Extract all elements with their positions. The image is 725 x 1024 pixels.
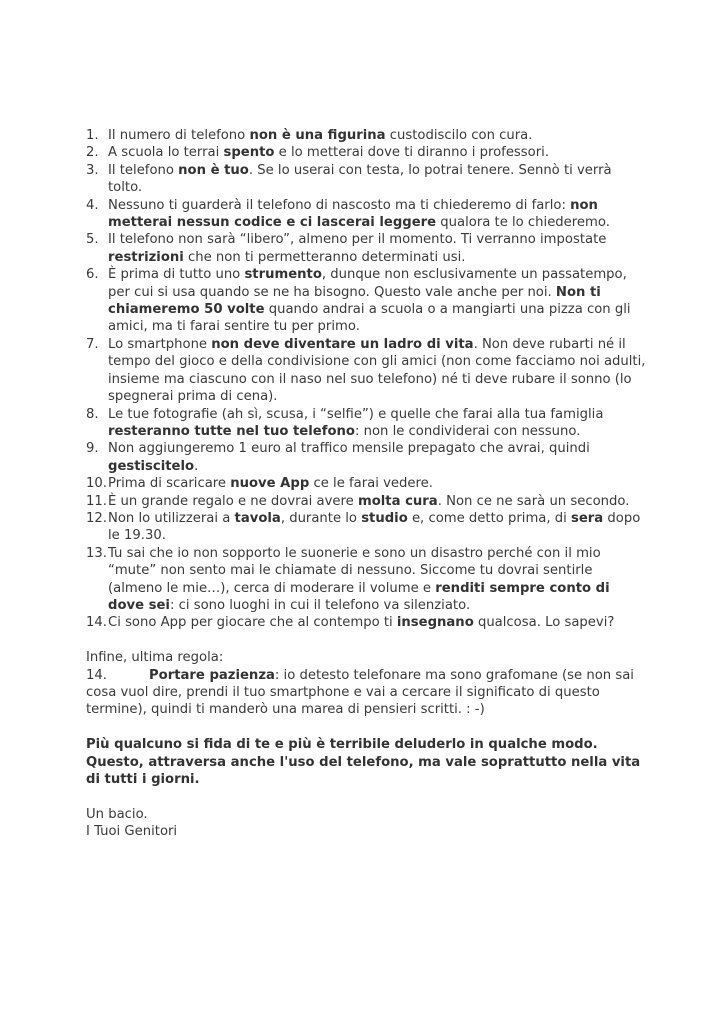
rule-number: 1. — [86, 128, 99, 143]
rule-emphasis: Non ti chiameremo 50 volte — [108, 284, 601, 318]
rule-text: . Se lo userai con testa, lo potrai tenere. Sennò ti verrà tolto. — [108, 162, 612, 196]
rule-number: 14. — [86, 615, 107, 631]
rule-emphasis: renditi sempre conto di dove sei — [108, 580, 610, 613]
rule-item — [86, 127, 646, 144]
rule-number: 9. — [86, 441, 99, 457]
rule-number: 12. — [86, 510, 107, 526]
rule-text: . Non ce ne sarà un secondo. — [437, 493, 630, 509]
rule-emphasis: molta cura — [357, 493, 438, 509]
rule-emphasis: non è tuo — [178, 162, 249, 178]
rule-text: : ci sono luoghi in cui il telefono va silenziato. — [169, 597, 471, 613]
final-intro: Infine, ultima regola: — [86, 650, 224, 666]
rule-item — [86, 197, 646, 232]
rule-item — [86, 475, 646, 492]
rule-text: Lo smartphone — [108, 336, 212, 352]
rule-number: 3. — [86, 162, 99, 178]
rule-number: 8. — [86, 406, 99, 422]
rule-emphasis: restrizioni — [108, 249, 184, 265]
closing-paragraph: Più qualcuno si fida di te e più è terribile deluderlo in qualche modo. Questo, attraversa anche l'uso del telefono, ma vale soprattutto nella vita di tutti i giorni. — [86, 737, 641, 787]
rule-item — [86, 545, 646, 615]
rule-item — [86, 266, 646, 336]
rule-text: Tu sai che io non sopporto le suonerie e sono un disastro perché con il mio “mute” non sento mai le chiamate di nessuno. Siccome tu dovrai sentirle (almeno le mie…), cerca di moderare il volume e — [108, 545, 601, 596]
rule-item — [86, 440, 646, 475]
rule-item — [86, 231, 646, 266]
rule-text: Ci sono App per giocare che al contempo ti — [108, 615, 397, 631]
rule-emphasis: tavola — [234, 510, 281, 526]
rule-text: , dunque non esclusivamente un passatempo, per cui si usa quando se ne ha bisogno. Questo vale anche per noi. — [108, 267, 627, 300]
rule-item — [86, 614, 646, 631]
rule-item — [86, 510, 646, 545]
rule-text: Nessuno ti guarderà il telefono di nascosto ma ti chiederemo di farlo: — [108, 197, 571, 213]
final-rule — [86, 667, 646, 719]
rule-text: custodiscilo con cura. — [385, 128, 533, 143]
rule-number: 5. — [86, 232, 99, 248]
rule-text: e, come detto prima, di — [407, 510, 571, 526]
rule-emphasis: strumento — [244, 267, 322, 283]
rule-text: dopo le 19.30. — [108, 510, 641, 544]
rule-number: 6. — [86, 267, 99, 283]
rule-text: È un grande regalo e ne dovrai avere — [108, 493, 358, 509]
rule-item — [86, 162, 646, 197]
rule-text: ce le farai vedere. — [309, 476, 433, 492]
rule-emphasis: sera — [571, 510, 604, 526]
signoff-signature: I Tuoi Genitori — [86, 824, 178, 840]
rule-emphasis: non deve diventare un ladro di vita — [211, 336, 474, 352]
rule-number: 4. — [86, 197, 99, 213]
rule-text: e lo metterai dove ti diranno i professori. — [274, 145, 550, 161]
rule-text: : non le condividerai con nessuno. — [354, 423, 581, 439]
rule-text: che non ti permetteranno determinati usi. — [183, 249, 466, 265]
rule-text: Le tue fotografie (ah sì, scusa, i “selfie”) e quelle che farai alla tua famiglia — [108, 406, 604, 422]
rule-text: , durante lo — [280, 510, 362, 526]
rule-text: Il telefono — [108, 162, 179, 178]
rule-text: Non aggiungeremo 1 euro al traffico mensile prepagato che avrai, quindi — [108, 441, 590, 457]
rules-list — [86, 127, 646, 632]
rule-emphasis: studio — [361, 510, 408, 526]
rule-item — [86, 144, 646, 161]
rule-number: 7. — [86, 336, 99, 352]
rule-text: Il numero di telefono — [108, 128, 250, 143]
rule-emphasis: insegnano — [396, 615, 474, 631]
rule-number: 10. — [86, 476, 107, 492]
rule-text: . — [194, 458, 199, 474]
rule-item — [86, 406, 646, 441]
rule-text: . Non deve rubarti né il tempo del gioco e della condivisione con gli amici (non come facciamo noi adulti, insieme ma ciascuno con il naso nel suo telefono) né ti deve rubare il sonno (lo spegnerai prima di cena). — [108, 336, 646, 405]
rule-emphasis: nuove App — [230, 476, 310, 492]
rule-emphasis: resteranno tutte nel tuo telefono — [108, 423, 355, 439]
final-rule-text: : io detesto telefonare ma sono grafomane (se non sai cosa vuol dire, prendi il tuo smartphone e vai a cercare il significato di questo termine), quindi ti manderò una marea di pensieri scritti. : -) — [86, 667, 634, 718]
rule-text: Non lo utilizzerai a — [108, 510, 235, 526]
rule-emphasis: spento — [223, 145, 275, 161]
rule-text: Prima di scaricare — [108, 476, 231, 492]
rule-item — [86, 336, 646, 406]
rule-emphasis: non è una figurina — [249, 128, 386, 143]
final-rule-title: Portare pazienza — [148, 667, 275, 683]
rule-text: Il telefono non sarà “libero”, almeno per il momento. Ti verranno impostate — [108, 232, 607, 248]
signoff-greeting: Un bacio. — [86, 806, 148, 822]
letter-page — [86, 127, 646, 841]
rule-text: qualora te lo chiederemo. — [436, 215, 610, 231]
rule-text: A scuola lo terrai — [108, 145, 224, 161]
rule-emphasis: gestiscitelo — [108, 458, 195, 474]
rule-text: qualcosa. Lo sapevi? — [473, 615, 615, 631]
rule-number: 13. — [86, 545, 107, 561]
rule-text: È prima di tutto uno — [108, 267, 245, 283]
final-rule-number: 14. — [86, 667, 107, 683]
rule-number: 2. — [86, 145, 99, 161]
rule-item — [86, 493, 646, 510]
rule-text: quando andrai a scuola o a mangiarti una pizza con gli amici, ma ti farai sentire tu per primo. — [108, 302, 631, 335]
rule-emphasis: non metterai nessun codice e ci lascerai leggere — [108, 197, 598, 231]
rule-number: 11. — [86, 493, 107, 509]
